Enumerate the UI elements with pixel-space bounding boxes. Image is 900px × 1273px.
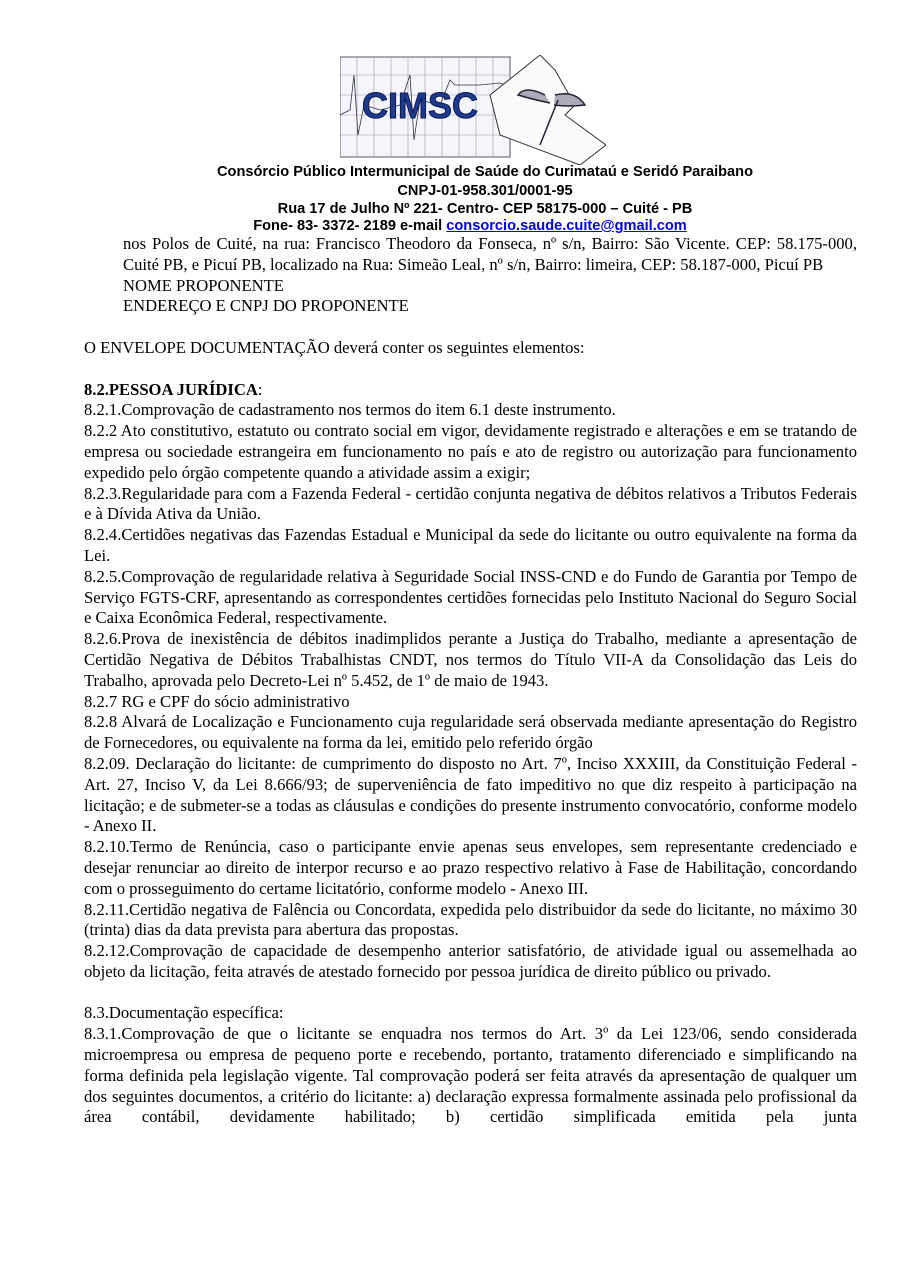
svg-text:CIMSC: CIMSC [362, 85, 478, 126]
location-paragraph: nos Polos de Cuité, na rua: Francisco Theodoro da Fonseca, nº s/n, Bairro: São Vicente. CEP: 58.175-000, Cuité PB, e Picuí PB, localizado na Rua: Simeão Leal, nº s/n, Bairro: limeira, CEP: 58.187-000, Picuí PB [123, 234, 857, 274]
list-item: 8.2.6.Prova de inexistência de débitos inadimplidos perante a Justiça do Trabalho, mediante a apresentação de Certidão Negativa de Débitos Trabalhistas CNDT, nos termos do Título VII-A da Consolidação das Leis do Trabalho, aprovada pelo Decreto-Lei nº 5.452, de 1º de maio de 1943. [84, 629, 857, 690]
list-item: 8.2.09. Declaração do licitante: de cumprimento do disposto no Art. 7º, Inciso XXXIII, da Constituição Federal - Art. 27, Inciso V, da Lei 8.666/93; de superveniência de fato impeditivo no que diz respeito à participação na licitação; e de submeter-se a todas as cláusulas e condições do presente instrumento convocatório, conforme modelo - Anexo II. [84, 753, 857, 836]
list-item: 8.3.1.Comprovação de que o licitante se enquadra nos termos do Art. 3º da Lei 123/06, sendo considerada microempresa ou empresa de pequeno porte e recebendo, portanto, tratamento diferenciado e simplificando na forma definida pela legislação vigente. Tal comprovação poderá ser feita através da apresentação de qualquer um dos seguintes documentos, a critério do licitante: a) declaração expressa formalmente assinada pelo profissional da área contábil, devidamente habilitado; b) certidão simplificada emitida pela junta [84, 1024, 857, 1127]
org-cnpj: CNPJ-01-958.301/0001-95 [397, 183, 573, 199]
cimsc-logo [340, 55, 606, 165]
proponent-name: NOME PROPONENTE [123, 275, 284, 295]
list-item: 8.2.1.Comprovação de cadastramento nos termos do item 6.1 deste instrumento. [84, 400, 616, 420]
list-item: 8.2.11.Certidão negativa de Falência ou Concordata, expedida pelo distribuidor da sede do licitante, no máximo 30 (trinta) dias da data prevista para abertura das propostas. [84, 899, 857, 940]
heading-colon: : [257, 379, 263, 399]
list-item: 8.2.2 Ato constitutivo, estatuto ou contrato social em vigor, devidamente registrado e alterações e em se tratando de empresa ou sociedade estrangeira em funcionamento no país e ato de registro ou autorização para funcionamento expedido pelo órgão competente quando a atividade assim a exigir; [84, 421, 857, 482]
list-item: 8.2.7 RG e CPF do sócio administrativo [84, 691, 350, 711]
org-phone: Fone- 83- 3372- 2189 e-mail [253, 218, 447, 234]
proponent-address: ENDEREÇO E CNPJ DO PROPONENTE [123, 296, 409, 316]
document-body [84, 234, 857, 1128]
list-item: 8.2.10.Termo de Renúncia, caso o participante envie apenas seus envelopes, sem representante credenciado e desejar renunciar ao direito de interpor recurso e ao prazo respectivo relativo à Fase de Habilitação, concordando com o prosseguimento do certame licitatório, conforme modelo - Anexo III. [84, 837, 857, 898]
section-heading [84, 380, 857, 401]
list-item: 8.2.12.Comprovação de capacidade de desempenho anterior satisfatório, de atividade igual ou assemelhada ao objeto da licitação, feita através de atestado fornecido por pessoa jurídica de direito público ou privado. [84, 941, 857, 981]
envelope-statement: O ENVELOPE DOCUMENTAÇÃO deverá conter os seguintes elementos: [84, 337, 585, 357]
section-83-heading: 8.3.Documentação específica: [84, 1003, 284, 1023]
org-name: Consórcio Público Intermunicipal de Saúde do Curimataú e Seridó Paraibano [216, 164, 753, 180]
list-item: 8.2.8 Alvará de Localização e Funcionamento cuja regularidade será observada mediante apresentação do Registro de Fornecedores, ou equivalente na forma da lei, emitido pelo referido órgão [84, 712, 857, 753]
list-item: 8.2.4.Certidões negativas das Fazendas Estadual e Municipal da sede do licitante ou outro equivalente na forma da Lei. [84, 525, 857, 565]
list-item: 8.2.3.Regularidade para com a Fazenda Federal - certidão conjunta negativa de débitos relativos a Tributos Federais e à Dívida Ativa da União. [84, 483, 857, 524]
list-item: 8.2.5.Comprovação de regularidade relativa à Seguridade Social INSS-CND e do Fundo de Garantia por Tempo de Serviço FGTS-CRF, apresentando as correspondentes certidões fornecidas pelo Instituto Nacional do Seguro Social e Caixa Econômica Federal, respectivamente. [84, 566, 857, 628]
section-82-heading: 8.2.PESSOA JURÍDICA [84, 379, 258, 399]
email-link[interactable]: consorcio.saude.cuite@gmail.com [446, 218, 687, 234]
org-address: Rua 17 de Julho Nº 221- Centro- CEP 58175-000 – Cuité - PB [277, 201, 693, 217]
